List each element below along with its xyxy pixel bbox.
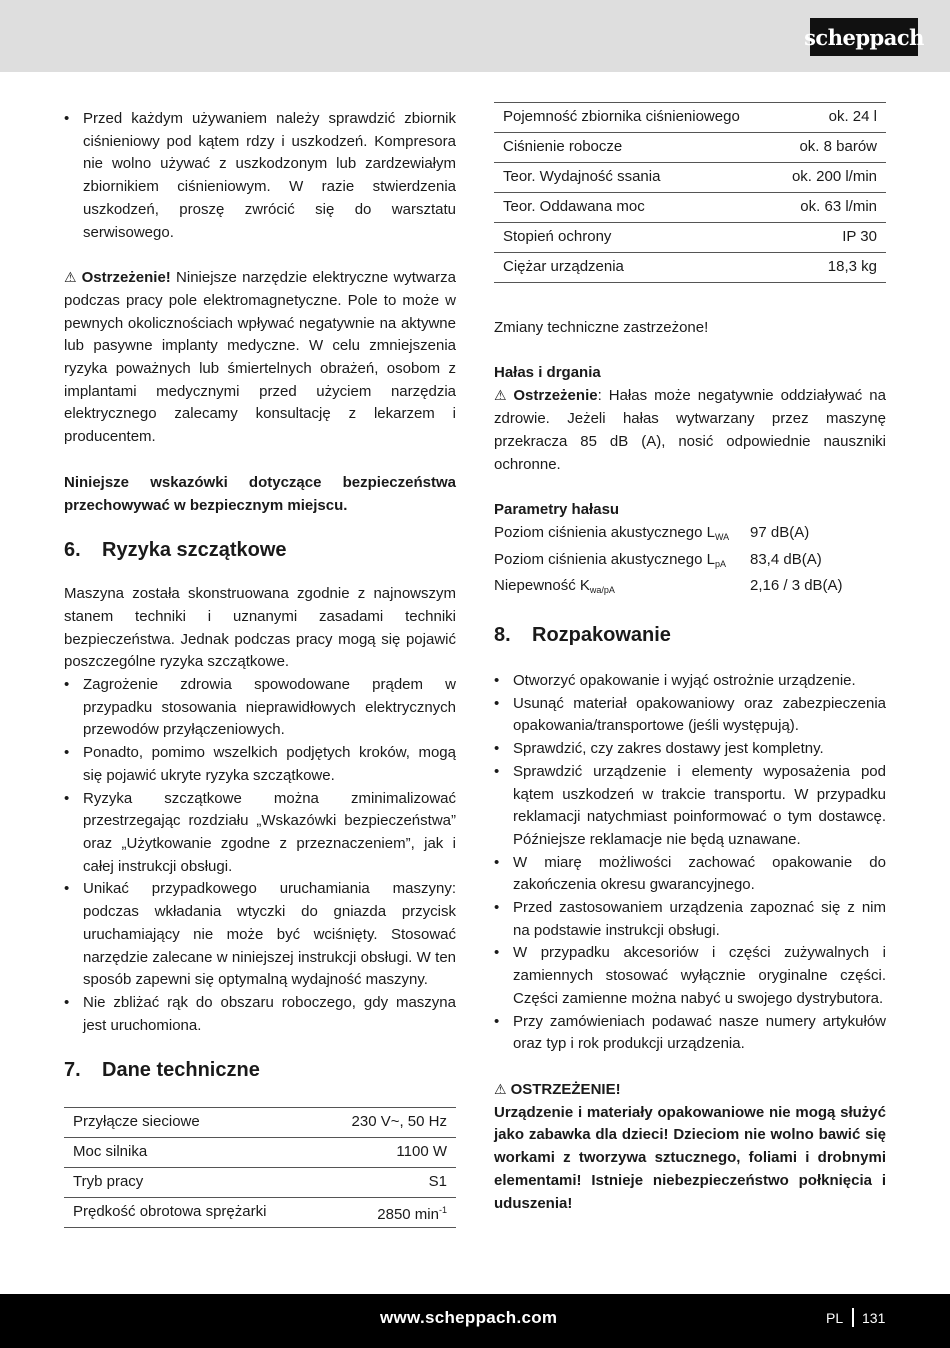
table-row bbox=[494, 133, 886, 163]
table-cell-label: Ciężar urządzenia bbox=[494, 253, 773, 283]
table-row bbox=[64, 1168, 456, 1198]
list-item: • W miarę możliwości zachować opakowanie do zakończenia okresu gwarancyjnego. bbox=[494, 852, 886, 897]
page-number: 131 bbox=[862, 1310, 886, 1326]
list-item: • Przed każdym używaniem należy sprawdzić zbiornik ciśnieniowy pod kątem rdzy i uszkodzeń. Kompresora nie wolno używać z uszkodzonym lub zardzewiałym zbiornikiem ciśnieniowym. W razie stwierdzenia uszkodzeń, proszę zwrócić się do warsztatu serwisowego. bbox=[64, 108, 456, 244]
table-cell-label: Prędkość obrotowa sprężarki bbox=[64, 1198, 319, 1228]
warning-text: Niniejsze narzędzie elektryczne wytwarza podczas pracy pole elektromagnetyczne. Pole to może w pewnych okolicznościach wpływać negatywnie na aktywne lub pasywne implanty medyczne. W celu zmniejszenia ryzyka poważnych lub śmiertelnych obrażeń, osobom z implantami medycznymi przed użyciem narzędzia elektrycznego zalecamy konsultację z lekarzem i producentem. bbox=[64, 269, 456, 446]
table-row bbox=[64, 1138, 456, 1168]
em-warning-paragraph bbox=[64, 266, 456, 449]
safety-keep-note: Niniejsze wskazówki dotyczące bezpieczeństwa przechowywać w bezpiecznym miejscu. bbox=[64, 473, 456, 514]
table-cell-value: ok. 8 barów bbox=[773, 133, 886, 163]
warning-label: Ostrzeżenie bbox=[513, 387, 598, 405]
footer-website-link[interactable]: www.scheppach.com bbox=[380, 1308, 558, 1327]
table-cell-value: ok. 24 l bbox=[773, 103, 886, 133]
table-cell-value: 18,3 kg bbox=[773, 253, 886, 283]
warning-triangle-icon: ⚠ bbox=[494, 1080, 507, 1097]
section-6-heading: 6. Ryzyka szczątkowe bbox=[64, 539, 287, 562]
table-row bbox=[494, 223, 886, 253]
list-item: • Nie zbliżać rąk do obszaru roboczego, gdy maszyna jest uruchomiona. bbox=[64, 992, 456, 1037]
list-item: • Sprawdzić, czy zakres dostawy jest kompletny. bbox=[494, 738, 886, 761]
list-item: • Przed zastosowaniem urządzenia zapoznać się z nim na podstawie instrukcji obsługi. bbox=[494, 897, 886, 942]
left-column bbox=[64, 108, 456, 1228]
brand-logo: scheppach bbox=[810, 18, 918, 56]
table-row bbox=[494, 253, 886, 283]
list-item: • Przy zamówieniach podawać nasze numery artykułów oraz typ i rok produkcji urządzenia. bbox=[494, 1011, 886, 1056]
noise-param-row: Niepewność $K_{wa/pA}$ 2,16 / 3 dB(A) bbox=[494, 577, 843, 596]
section-6-intro: Maszyna została skonstruowana zgodnie z najnowszym stanem techniki i uznanymi zasadami techniki bezpieczeństwa. Jednak podczas pracy mogą się pojawić poszczególne ryzyka szczątkowe. bbox=[64, 585, 456, 671]
list-item: • Zagrożenie zdrowia spowodowane prądem w przypadku stosowania nieprawidłowych elektrycznych przewodów przyłączeniowych. bbox=[64, 674, 456, 742]
footer-separator bbox=[852, 1308, 854, 1327]
table-cell-label: Moc silnika bbox=[64, 1138, 319, 1168]
table-cell-label: Pojemność zbiornika ciśnieniowego bbox=[494, 103, 773, 133]
table-cell-label: Stopień ochrony bbox=[494, 223, 773, 253]
list-item: • Unikać przypadkowego uruchamiania maszyny: podczas wkładania wtyczki do gniazda przycisk uruchamiający nie może być wciśnięty. Stosować narzędzie zalecane w niniejszej instrukcji obsługi. W ten sposób zapewni się optymalną wydajność maszyny. bbox=[64, 878, 456, 992]
table-row bbox=[494, 193, 886, 223]
residual-risk-list bbox=[64, 674, 456, 1037]
footer-bar bbox=[0, 1294, 950, 1348]
section-7-heading: 7. Dane techniczne bbox=[64, 1059, 260, 1082]
table-row bbox=[64, 1198, 456, 1228]
table-cell-label: Teor. Wydajność ssania bbox=[494, 163, 773, 193]
table-cell-label: Przyłącze sieciowe bbox=[64, 1108, 319, 1138]
warning-triangle-icon: ⚠ bbox=[494, 387, 510, 404]
table-cell-value: S1 bbox=[319, 1168, 456, 1198]
list-item: • Ryzyka szczątkowe można zminimalizować przestrzegając rozdziału „Wskazówki bezpieczeństwa” oraz „Użytkowanie zgodne z przeznaczeniem”, jak i całej instrukcji obsługi. bbox=[64, 788, 456, 879]
footer-language: PL bbox=[826, 1310, 844, 1326]
tech-data-table-right bbox=[494, 102, 886, 283]
table-cell-value: 2850 $\min^{-1}$ bbox=[319, 1198, 456, 1228]
warning-label: Ostrzeżenie! bbox=[81, 269, 171, 287]
table-row bbox=[64, 1108, 456, 1138]
table-cell-label: Tryb pracy bbox=[64, 1168, 319, 1198]
section-8-heading: 8. Rozpakowanie bbox=[494, 624, 671, 647]
table-cell-value: ok. 200 l/min bbox=[773, 163, 886, 193]
right-column bbox=[494, 102, 886, 1215]
noise-heading: Hałas i drgania bbox=[494, 363, 601, 381]
changes-note: Zmiany techniczne zastrzeżone! bbox=[494, 319, 709, 336]
table-cell-label: Teor. Oddawana moc bbox=[494, 193, 773, 223]
list-item: • Sprawdzić urządzenie i elementy wyposażenia pod kątem uszkodzeń w trakcie transportu. W przypadku reklamacji natychmiast poinformować o tym dostawcę. Późniejsze reklamacje nie będą uznawane. bbox=[494, 761, 886, 852]
noise-warning-paragraph bbox=[494, 384, 886, 476]
tech-data-table-left bbox=[64, 1107, 456, 1228]
list-item: • Otworzyć opakowanie i wyjąć ostrożnie urządzenie. bbox=[494, 670, 886, 693]
final-warning-text: Urządzenie i materiały opakowaniowe nie mogą służyć jako zabawka dla dzieci! Dzieciom nie wolno bawić się workami z tworzywa sztucznego, foliami i drobnymi elementami! Istnieje niebezpieczeństwo połknięcia i uduszenia! bbox=[494, 1103, 886, 1212]
list-item: • Usunąć materiał opakowaniowy oraz zabezpieczenia opakowania/transportowe (jeśli występują). bbox=[494, 693, 886, 738]
table-cell-value: ok. 63 l/min bbox=[773, 193, 886, 223]
noise-param-row: Poziom ciśnienia akustycznego $L_{WA}$ 97 dB(A) bbox=[494, 523, 810, 542]
table-cell-value: 1100 W bbox=[319, 1138, 456, 1168]
list-item: • W przypadku akcesoriów i części zużywalnych i zamiennych stosować wyłącznie oryginalne części. Części zamienne można nabyć u swojego dystrybutora. bbox=[494, 942, 886, 1010]
table-cell-value: IP 30 bbox=[773, 223, 886, 253]
warning-triangle-icon: ⚠ bbox=[64, 269, 78, 286]
noise-param-row: Poziom ciśnienia akustycznego $L_{pA}$ 83,4 dB(A) bbox=[494, 550, 822, 569]
unpacking-list bbox=[494, 670, 886, 1056]
list-item: • Ponadto, pomimo wszelkich podjętych kroków, mogą się pojawić ukryte ryzyka szczątkowe. bbox=[64, 742, 456, 787]
warning-text: : Hałas może negatywnie oddziaływać na zdrowie. Jeżeli hałas wytwarzany przez maszynę przekracza 85 dB (A), nosić odpowiednie nauszniki ochronne. bbox=[494, 387, 886, 473]
table-row bbox=[494, 103, 886, 133]
table-cell-value: 230 V~, 50 Hz bbox=[319, 1108, 456, 1138]
noise-params-heading: Parametry hałasu bbox=[494, 501, 620, 519]
header-bar bbox=[0, 0, 950, 72]
final-warning-title: ⚠ OSTRZEŻENIE! bbox=[494, 1080, 621, 1098]
table-row bbox=[494, 163, 886, 193]
table-cell-label: Ciśnienie robocze bbox=[494, 133, 773, 163]
